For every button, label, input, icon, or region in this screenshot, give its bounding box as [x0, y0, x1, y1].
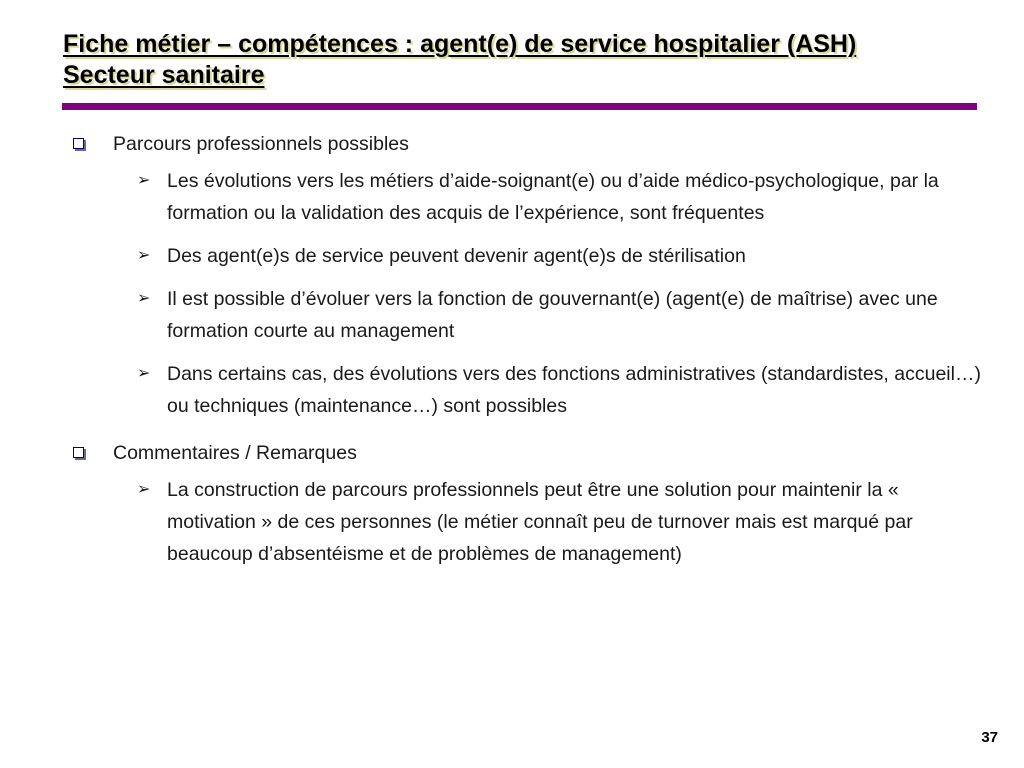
arrow-bullet-icon: ➢: [137, 172, 151, 189]
checkbox-bullet-icon: [73, 447, 84, 458]
title-line-sector: Secteur sanitaire: [63, 61, 265, 89]
bullet-list: [70, 474, 990, 570]
slide-content: [70, 131, 990, 570]
list-item: [70, 358, 990, 422]
section-parcours: [70, 131, 990, 422]
list-item-text: La construction de parcours professionnels peut être une solution pour maintenir la « motivation » de ces personnes (le métier connaît peu de turnover mais est marqué par beaucoup d’absentéisme et de problèmes de management): [167, 479, 913, 565]
list-item: [70, 283, 990, 347]
list-item: [70, 474, 990, 570]
checkbox-bullet-icon: [73, 138, 84, 149]
section-commentaires: [70, 440, 990, 570]
list-item-text: Les évolutions vers les métiers d’aide-soignant(e) ou d’aide médico-psychologique, par la formation ou la validation des acquis de l’expérience, sont fréquentes: [167, 170, 939, 224]
section-heading-text: Parcours professionnels possibles: [113, 133, 409, 155]
arrow-bullet-icon: ➢: [137, 290, 151, 307]
title-line-main: Fiche métier – compétences : agent(e) de service hospitalier (ASH): [63, 30, 857, 58]
list-item: [70, 240, 990, 272]
list-item: [70, 165, 990, 229]
list-item-text: Dans certains cas, des évolutions vers des fonctions administratives (standardistes, accueil…) ou techniques (maintenance…) sont possibles: [167, 363, 981, 417]
arrow-bullet-icon: ➢: [137, 365, 151, 382]
list-item-text: Il est possible d’évoluer vers la fonction de gouvernant(e) (agent(e) de maîtrise) avec une formation courte au management: [167, 288, 938, 342]
section-heading-text: Commentaires / Remarques: [113, 442, 357, 464]
slide-title: [63, 29, 983, 91]
bullet-list: [70, 165, 990, 422]
arrow-bullet-icon: ➢: [137, 481, 151, 498]
section-heading: [70, 131, 990, 157]
section-heading: [70, 440, 990, 466]
arrow-bullet-icon: ➢: [137, 247, 151, 264]
page-number: 37: [981, 729, 998, 746]
title-divider: [62, 103, 977, 110]
list-item-text: Des agent(e)s de service peuvent devenir agent(e)s de stérilisation: [167, 245, 746, 267]
